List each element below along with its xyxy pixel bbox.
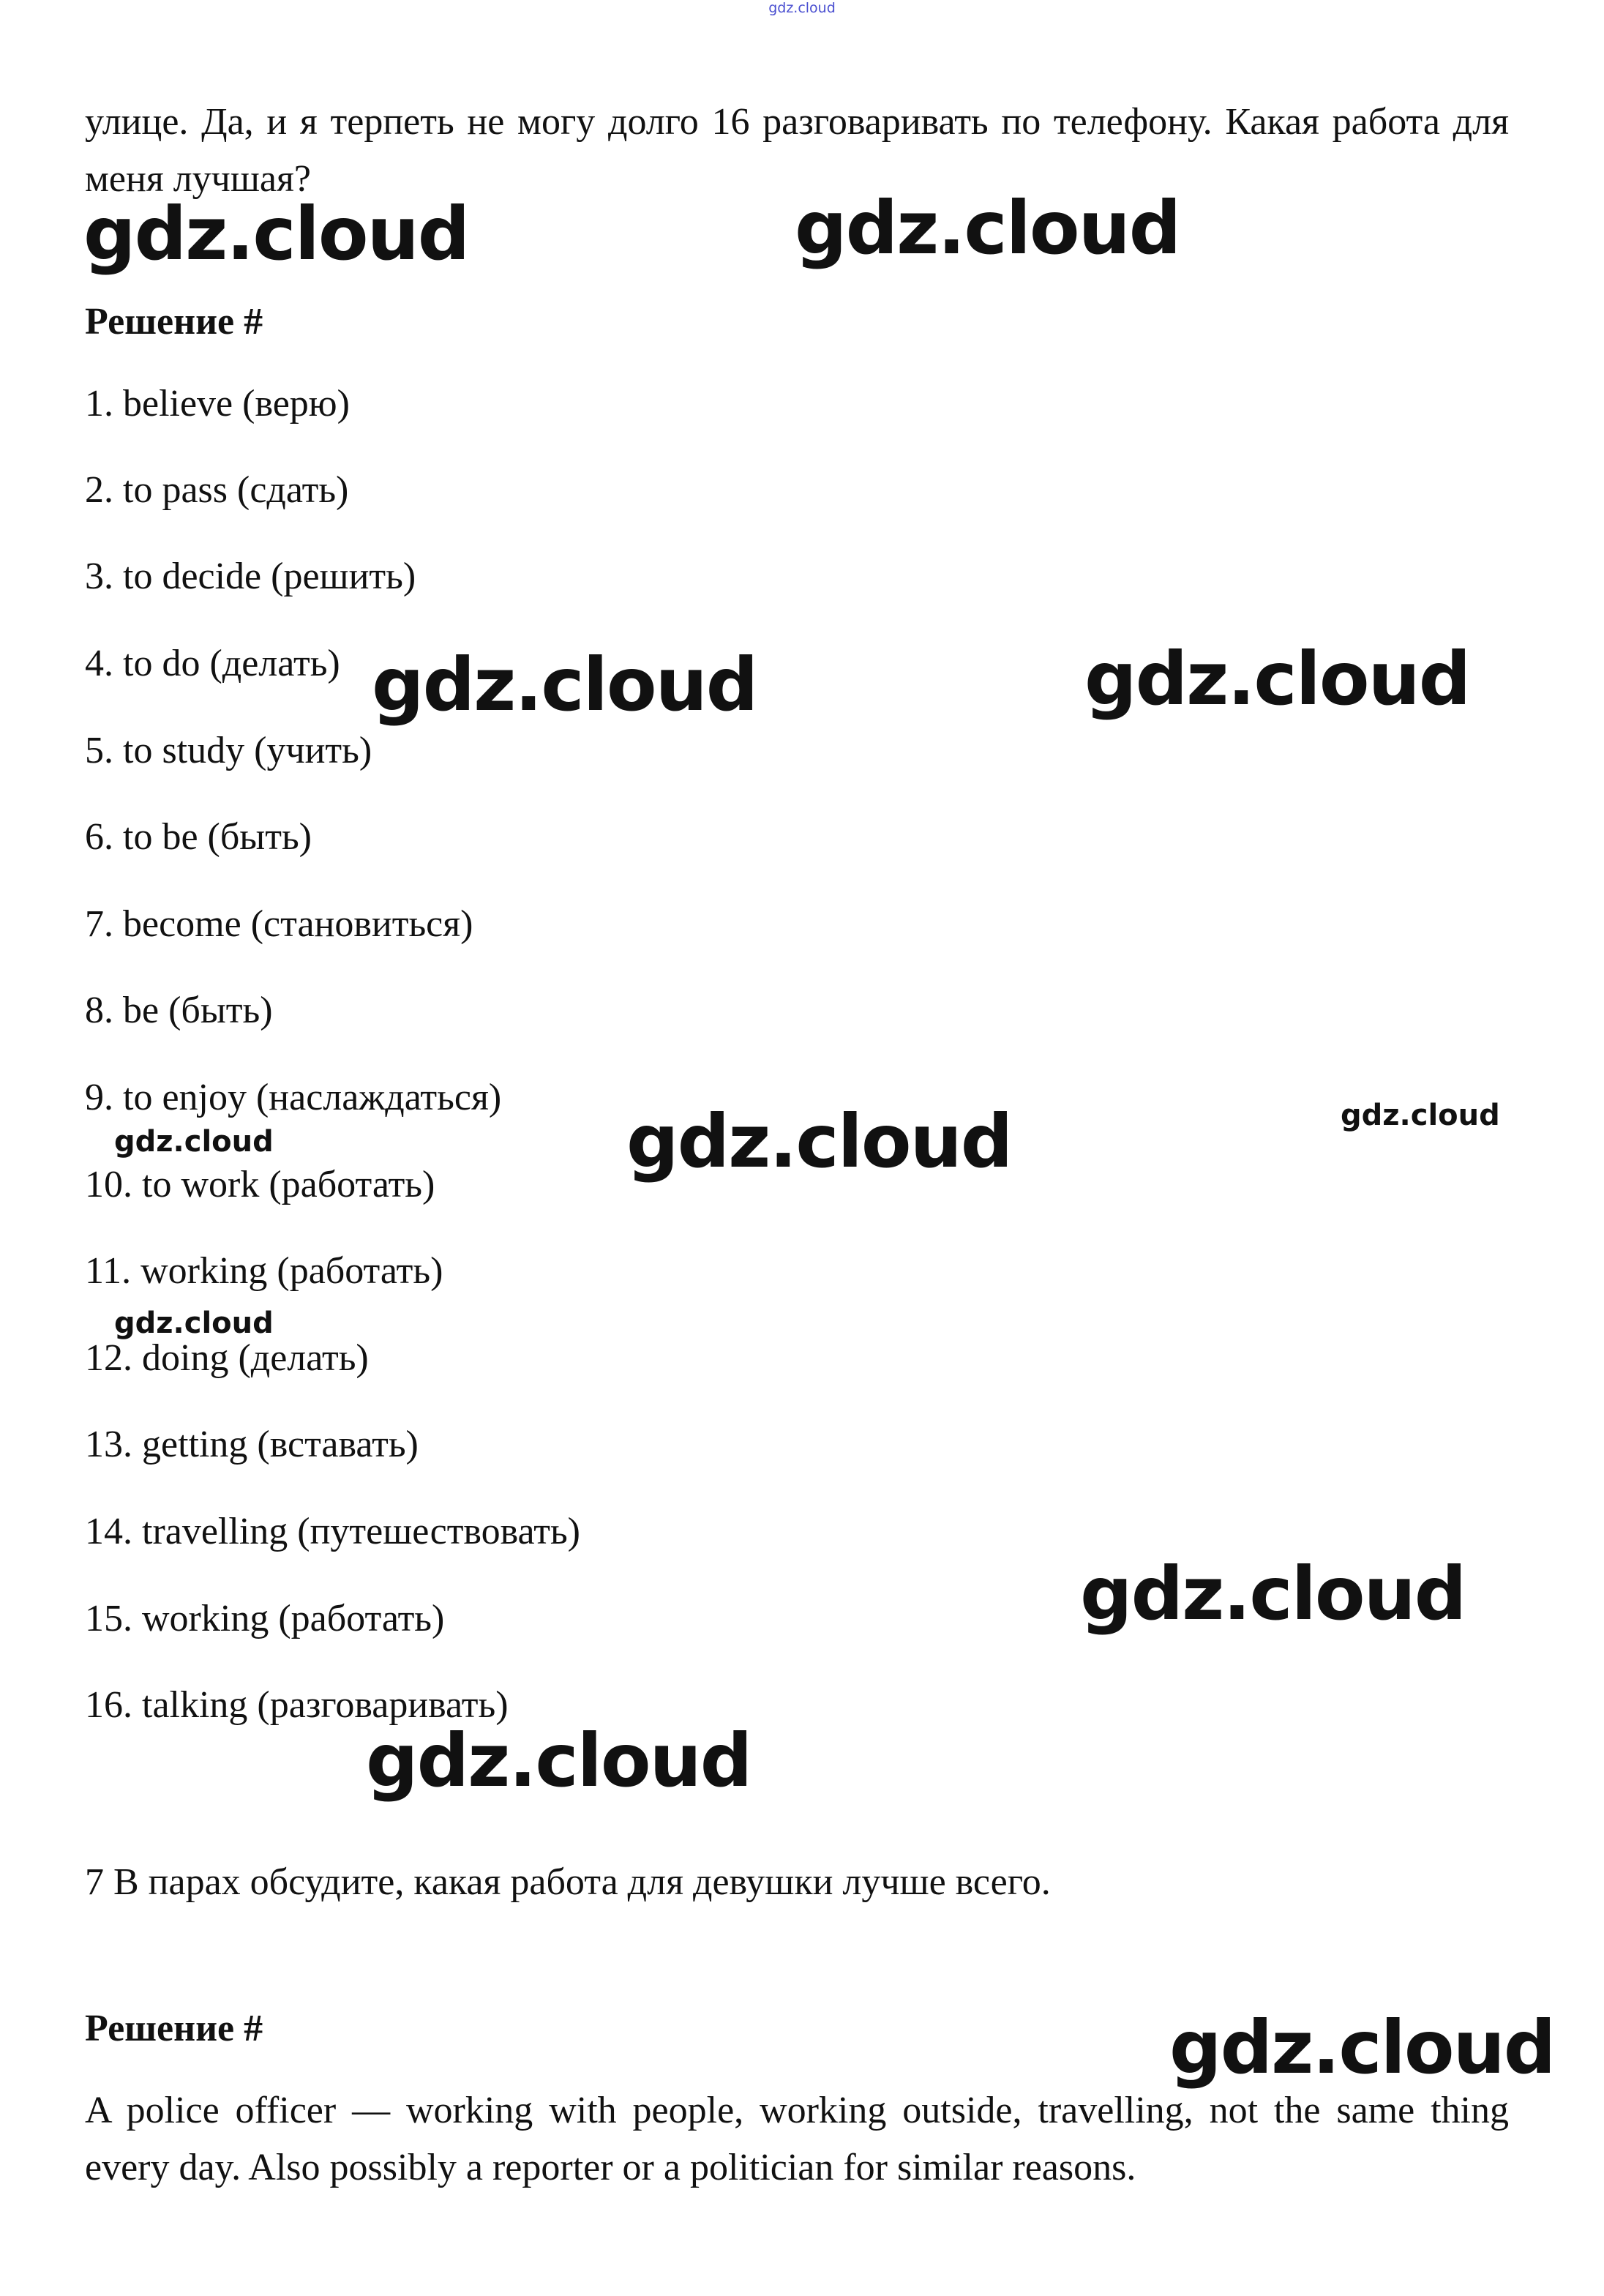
answer-item: 3. to decide (решить) xyxy=(85,556,416,597)
answer-item: 4. to do (делать) xyxy=(85,643,340,684)
answer-item: 12. doing (делать) xyxy=(85,1337,369,1379)
answer-item: 11. working (работать) xyxy=(85,1250,443,1292)
answer-item: 5. to study (учить) xyxy=(85,730,372,771)
answer-item: 15. working (работать) xyxy=(85,1598,445,1639)
watermark: gdz.cloud xyxy=(1084,636,1470,722)
answer-item: 16. talking (разговаривать) xyxy=(85,1684,509,1726)
answer-item: 13. getting (вставать) xyxy=(85,1424,419,1465)
answer-item: 6. to be (быть) xyxy=(85,816,312,858)
watermark: gdz.cloud xyxy=(626,1099,1012,1184)
solution-heading: Решение # xyxy=(85,301,263,343)
answer-item: 8. be (быть) xyxy=(85,990,273,1031)
watermark: gdz.cloud xyxy=(1341,1099,1500,1132)
top-watermark: gdz.cloud xyxy=(768,0,836,16)
watermark: gdz.cloud xyxy=(366,1718,752,1803)
task-7: 7 В парах обсудите, какая работа для девушки лучше всего. xyxy=(85,1861,1051,1903)
answer-item: 7. become (становиться) xyxy=(85,903,473,945)
watermark: gdz.cloud xyxy=(795,185,1180,271)
watermark: gdz.cloud xyxy=(1080,1551,1466,1637)
answer-item: 1. believe (верю) xyxy=(85,383,350,425)
solution-heading: Решение # xyxy=(85,2008,263,2049)
watermark: gdz.cloud xyxy=(83,191,469,277)
watermark: gdz.cloud xyxy=(114,1306,274,1340)
intro-paragraph: улице. Да, и я терпеть не могу долго 16 разговаривать по телефону. Какая работа для меня лучшая? xyxy=(85,101,1509,200)
answer-item: 10. to work (работать) xyxy=(85,1164,435,1205)
watermark: gdz.cloud xyxy=(372,642,757,728)
answer-item: 2. to pass (сдать) xyxy=(85,469,349,511)
answer-item: 14. travelling (путешествовать) xyxy=(85,1511,580,1552)
final-answer: A police officer — working with people, working outside, travelling, not the same thing every day. Also possibly a reporter or a politician for similar reasons. xyxy=(85,2090,1509,2188)
watermark: gdz.cloud xyxy=(1169,2005,1555,2090)
watermark: gdz.cloud xyxy=(114,1125,274,1159)
answer-item: 9. to enjoy (наслаждаться) xyxy=(85,1077,502,1118)
